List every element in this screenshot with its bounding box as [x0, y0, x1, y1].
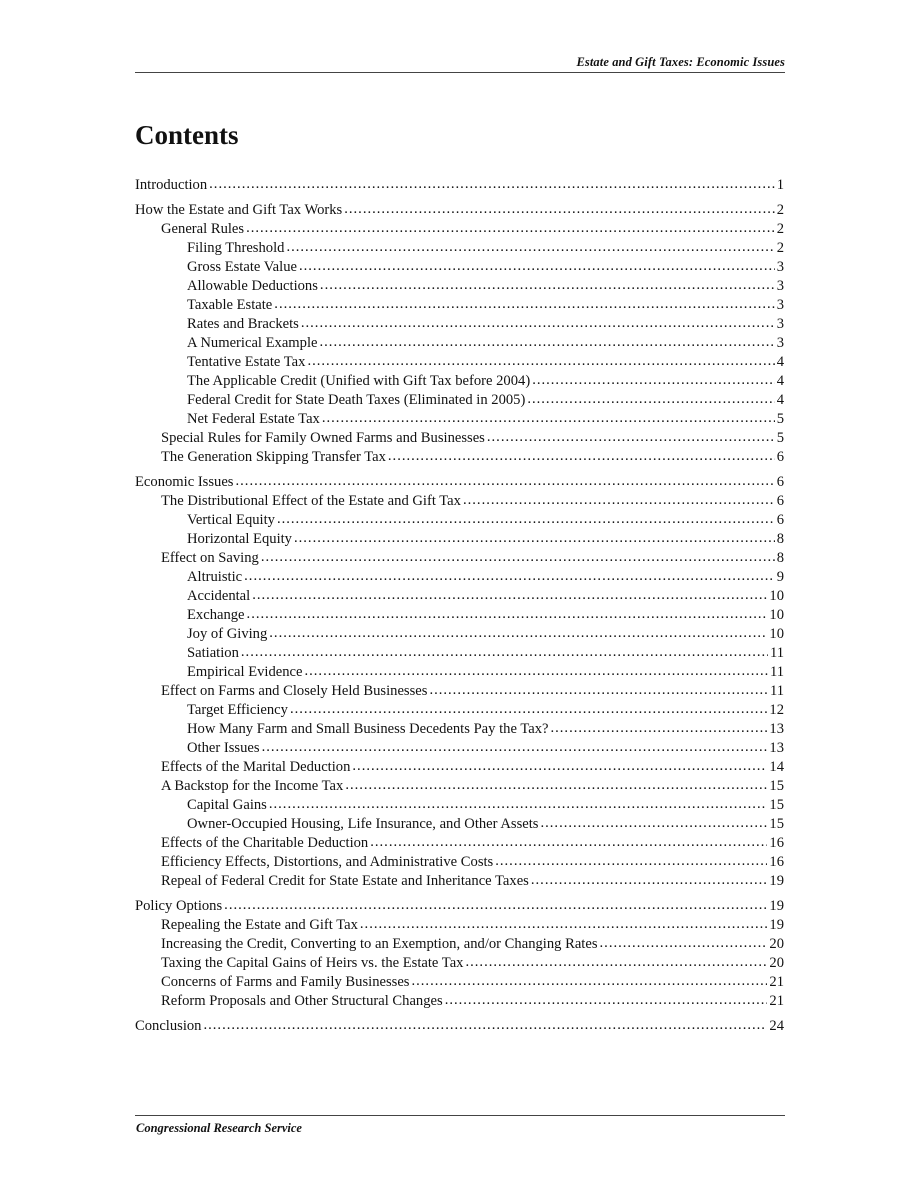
- toc-dot-leader: [301, 314, 775, 333]
- toc-entry[interactable]: [135, 758, 784, 777]
- toc-entry-page: 2: [776, 202, 784, 218]
- toc-entry[interactable]: [135, 606, 784, 625]
- toc-entry-title: Target Efficiency: [187, 702, 288, 718]
- toc-dot-leader: [294, 529, 775, 548]
- toc-entry-page: 4: [776, 392, 784, 408]
- toc-entry-page: 5: [776, 411, 784, 427]
- toc-entry-page: 3: [776, 278, 784, 294]
- toc-entry[interactable]: [135, 176, 784, 195]
- toc-entry-page: 15: [769, 797, 784, 813]
- toc-dot-leader: [320, 276, 775, 295]
- toc-entry[interactable]: [135, 220, 784, 239]
- toc-entry[interactable]: [135, 815, 784, 834]
- toc-entry[interactable]: [135, 277, 784, 296]
- toc-entry-page: 3: [776, 259, 784, 275]
- toc-dot-leader: [252, 586, 767, 605]
- toc-entry[interactable]: [135, 872, 784, 891]
- toc-entry-page: 19: [769, 898, 784, 914]
- toc-entry[interactable]: [135, 954, 784, 973]
- toc-entry-page: 20: [769, 955, 784, 971]
- toc-entry-page: 1: [776, 177, 784, 193]
- toc-dot-leader: [344, 200, 774, 219]
- toc-entry-title: Other Issues: [187, 740, 260, 756]
- toc-entry-title: Effect on Saving: [161, 550, 259, 566]
- toc-entry[interactable]: [135, 663, 784, 682]
- toc-entry-title: The Applicable Credit (Unified with Gift Tax before 2004): [187, 373, 531, 389]
- toc-entry-title: Gross Estate Value: [187, 259, 297, 275]
- toc-entry[interactable]: [135, 992, 784, 1011]
- toc-dot-leader: [495, 852, 767, 871]
- toc-dot-leader: [463, 491, 775, 510]
- toc-dot-leader: [269, 624, 767, 643]
- toc-dot-leader: [445, 991, 768, 1010]
- toc-entry[interactable]: [135, 296, 784, 315]
- toc-dot-leader: [352, 757, 767, 776]
- toc-entry[interactable]: [135, 530, 784, 549]
- toc-entry-page: 13: [769, 721, 784, 737]
- toc-entry-page: 3: [776, 335, 784, 351]
- toc-entry-page: 11: [769, 645, 784, 661]
- toc-dot-leader: [244, 567, 775, 586]
- footer-divider: [135, 1115, 785, 1116]
- toc-entry-title: Horizontal Equity: [187, 531, 292, 547]
- toc-entry-page: 19: [769, 917, 784, 933]
- toc-entry-page: 5: [776, 430, 784, 446]
- toc-entry-page: 21: [769, 993, 784, 1009]
- toc-dot-leader: [246, 219, 775, 238]
- toc-entry-title: Introduction: [135, 177, 208, 193]
- toc-entry-title: Owner-Occupied Housing, Life Insurance, and Other Assets: [187, 816, 539, 832]
- toc-entry[interactable]: [135, 492, 784, 511]
- toc-entry-page: 14: [769, 759, 784, 775]
- toc-entry[interactable]: [135, 258, 784, 277]
- toc-dot-leader: [527, 390, 774, 409]
- toc-entry[interactable]: [135, 720, 784, 739]
- toc-dot-leader: [290, 700, 767, 719]
- toc-entry-title: The Generation Skipping Transfer Tax: [161, 449, 386, 465]
- toc-entry-page: 10: [769, 626, 784, 642]
- toc-entry-title: Effects of the Marital Deduction: [161, 759, 351, 775]
- toc-dot-leader: [304, 662, 767, 681]
- toc-entry-title: Effects of the Charitable Deduction: [161, 835, 369, 851]
- toc-entry[interactable]: [135, 239, 784, 258]
- running-footer: Congressional Research Service: [136, 1121, 302, 1135]
- toc-entry[interactable]: [135, 916, 784, 935]
- table-of-contents: [135, 176, 784, 1036]
- toc-entry-page: 11: [769, 683, 784, 699]
- toc-entry[interactable]: [135, 853, 784, 872]
- toc-entry[interactable]: [135, 625, 784, 644]
- toc-entry-page: 4: [776, 373, 784, 389]
- toc-dot-leader: [274, 295, 774, 314]
- toc-entry-title: Exchange: [187, 607, 245, 623]
- toc-entry[interactable]: [135, 391, 784, 410]
- toc-entry-title: Vertical Equity: [187, 512, 275, 528]
- toc-dot-leader: [236, 472, 775, 491]
- toc-entry[interactable]: [135, 587, 784, 606]
- toc-entry[interactable]: [135, 897, 784, 916]
- toc-entry-title: Tentative Estate Tax: [187, 354, 306, 370]
- toc-entry-title: Policy Options: [135, 898, 223, 914]
- toc-entry-title: The Distributional Effect of the Estate and Gift Tax: [161, 493, 461, 509]
- toc-dot-leader: [224, 896, 767, 915]
- toc-entry-title: Federal Credit for State Death Taxes (Eliminated in 2005): [187, 392, 526, 408]
- toc-entry-page: 8: [776, 531, 784, 547]
- toc-entry-title: Economic Issues: [135, 474, 234, 490]
- toc-dot-leader: [465, 953, 767, 972]
- toc-entry-title: Rates and Brackets: [187, 316, 299, 332]
- toc-dot-leader: [370, 833, 767, 852]
- toc-entry-page: 16: [769, 835, 784, 851]
- toc-entry[interactable]: [135, 201, 784, 220]
- toc-entry-title: Concerns of Farms and Family Businesses: [161, 974, 410, 990]
- page-title: Contents: [135, 120, 239, 150]
- toc-dot-leader: [532, 371, 775, 390]
- toc-entry-page: 6: [776, 449, 784, 465]
- toc-entry-title: Taxable Estate: [187, 297, 273, 313]
- toc-dot-leader: [411, 972, 767, 991]
- toc-entry-page: 15: [769, 816, 784, 832]
- toc-dot-leader: [299, 257, 775, 276]
- toc-entry-page: 6: [776, 512, 784, 528]
- toc-entry[interactable]: [135, 644, 784, 663]
- toc-dot-leader: [360, 915, 768, 934]
- toc-entry-title: Filing Threshold: [187, 240, 285, 256]
- toc-entry-title: Effect on Farms and Closely Held Businesses: [161, 683, 428, 699]
- toc-entry[interactable]: [135, 973, 784, 992]
- toc-dot-leader: [286, 238, 774, 257]
- toc-dot-leader: [550, 719, 767, 738]
- toc-dot-leader: [247, 605, 768, 624]
- toc-entry-title: Allowable Deductions: [187, 278, 318, 294]
- toc-entry[interactable]: [135, 549, 784, 568]
- toc-entry[interactable]: [135, 372, 784, 391]
- toc-entry-title: Capital Gains: [187, 797, 267, 813]
- toc-entry-page: 10: [769, 588, 784, 604]
- toc-dot-leader: [429, 681, 768, 700]
- toc-entry-page: 21: [769, 974, 784, 990]
- toc-entry-page: 8: [776, 550, 784, 566]
- toc-dot-leader: [388, 447, 775, 466]
- toc-entry[interactable]: [135, 410, 784, 429]
- toc-dot-leader: [307, 352, 774, 371]
- toc-dot-leader: [531, 871, 768, 890]
- toc-entry-page: 6: [776, 493, 784, 509]
- toc-entry-title: Net Federal Estate Tax: [187, 411, 320, 427]
- toc-entry-title: Increasing the Credit, Converting to an Exemption, and/or Changing Rates: [161, 936, 598, 952]
- toc-entry[interactable]: [135, 682, 784, 701]
- toc-dot-leader: [269, 795, 768, 814]
- toc-entry[interactable]: [135, 511, 784, 530]
- toc-entry-title: Reform Proposals and Other Structural Changes: [161, 993, 443, 1009]
- toc-entry-page: 4: [776, 354, 784, 370]
- toc-entry-title: A Numerical Example: [187, 335, 318, 351]
- toc-entry-title: Conclusion: [135, 1018, 202, 1034]
- toc-entry-title: Altruistic: [187, 569, 243, 585]
- toc-dot-leader: [262, 738, 768, 757]
- toc-entry-page: 11: [769, 664, 784, 680]
- toc-entry-page: 15: [769, 778, 784, 794]
- toc-dot-leader: [600, 934, 768, 953]
- toc-entry[interactable]: [135, 739, 784, 758]
- toc-dot-leader: [487, 428, 775, 447]
- toc-entry[interactable]: [135, 834, 784, 853]
- toc-entry[interactable]: [135, 429, 784, 448]
- toc-entry-page: 20: [769, 936, 784, 952]
- toc-dot-leader: [241, 643, 768, 662]
- toc-entry[interactable]: [135, 777, 784, 796]
- toc-entry[interactable]: [135, 935, 784, 954]
- toc-entry-page: 16: [769, 854, 784, 870]
- toc-entry-page: 3: [776, 297, 784, 313]
- toc-entry-page: 2: [776, 240, 784, 256]
- toc-entry[interactable]: [135, 473, 784, 492]
- toc-entry-title: General Rules: [161, 221, 245, 237]
- toc-entry-title: A Backstop for the Income Tax: [161, 778, 344, 794]
- toc-entry[interactable]: [135, 334, 784, 353]
- toc-dot-leader: [540, 814, 767, 833]
- toc-entry-page: 3: [776, 316, 784, 332]
- toc-dot-leader: [320, 333, 775, 352]
- toc-entry-title: Joy of Giving: [187, 626, 268, 642]
- header-divider: [135, 72, 785, 73]
- toc-entry-page: 10: [769, 607, 784, 623]
- toc-entry-title: Satiation: [187, 645, 239, 661]
- toc-entry-page: 13: [769, 740, 784, 756]
- toc-entry-title: How the Estate and Gift Tax Works: [135, 202, 343, 218]
- toc-entry-page: 12: [769, 702, 784, 718]
- toc-entry-title: Repeal of Federal Credit for State Estate and Inheritance Taxes: [161, 873, 529, 889]
- toc-dot-leader: [203, 1016, 767, 1035]
- toc-entry[interactable]: [135, 568, 784, 587]
- toc-entry-title: Taxing the Capital Gains of Heirs vs. the Estate Tax: [161, 955, 464, 971]
- toc-dot-leader: [322, 409, 775, 428]
- toc-entry-title: How Many Farm and Small Business Decedents Pay the Tax?: [187, 721, 549, 737]
- toc-entry-title: Empirical Evidence: [187, 664, 303, 680]
- toc-entry[interactable]: [135, 315, 784, 334]
- toc-entry-title: Efficiency Effects, Distortions, and Administrative Costs: [161, 854, 494, 870]
- toc-dot-leader: [277, 510, 775, 529]
- toc-entry-page: 2: [776, 221, 784, 237]
- toc-dot-leader: [345, 776, 767, 795]
- toc-dot-leader: [209, 175, 775, 194]
- toc-entry-page: 24: [769, 1018, 784, 1034]
- toc-entry-page: 19: [769, 873, 784, 889]
- toc-dot-leader: [261, 548, 775, 567]
- toc-entry-page: 6: [776, 474, 784, 490]
- toc-entry-title: Repealing the Estate and Gift Tax: [161, 917, 358, 933]
- toc-entry[interactable]: [135, 448, 784, 467]
- toc-entry-title: Accidental: [187, 588, 251, 604]
- toc-entry-title: Special Rules for Family Owned Farms and Businesses: [161, 430, 485, 446]
- toc-entry[interactable]: [135, 1017, 784, 1036]
- toc-entry[interactable]: [135, 796, 784, 815]
- toc-entry[interactable]: [135, 353, 784, 372]
- toc-entry[interactable]: [135, 701, 784, 720]
- running-header: Estate and Gift Taxes: Economic Issues: [576, 55, 785, 69]
- toc-entry-page: 9: [776, 569, 784, 585]
